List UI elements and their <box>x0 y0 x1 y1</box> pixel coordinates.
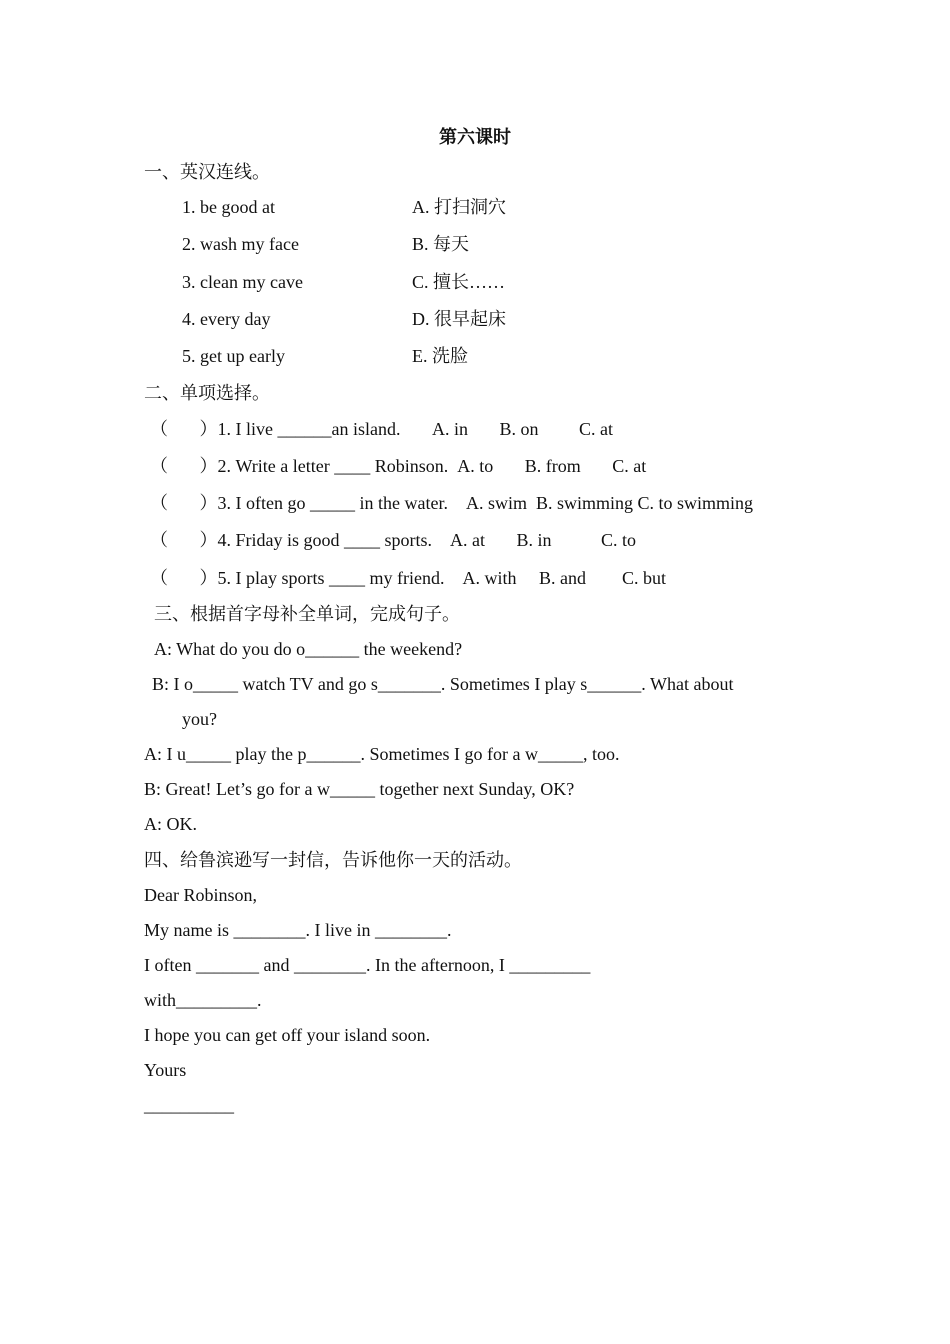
letter-signature-blank: __________ <box>144 1095 234 1115</box>
match-right-5: E. 洗脸 <box>412 346 468 366</box>
letter-line-1: My name is ________. I live in ________. <box>144 920 452 940</box>
match-right-3: C. 擅长…… <box>412 272 506 292</box>
choice-item-1: （ ）1. I live ______an island. A. in B. on C. at <box>150 419 613 439</box>
match-right-2: B. 每天 <box>412 234 470 254</box>
dialogue-line-2-cont: you? <box>182 709 217 729</box>
match-right-1: A. 打扫洞穴 <box>412 197 506 217</box>
dialogue-line-4: B: Great! Let’s go for a w_____ together next Sunday, OK? <box>144 779 575 799</box>
choice-item-3: （ ）3. I often go _____ in the water. A. swim B. swimming C. to swimming <box>150 493 753 513</box>
choice-item-4: （ ）4. Friday is good ____ sports. A. at B. in C. to <box>150 530 637 550</box>
match-left-1: 1. be good at <box>182 197 275 217</box>
letter-line-2: I often _______ and ________. In the afternoon, I _________ <box>144 955 591 975</box>
choice-item-5: （ ）5. I play sports ____ my friend. A. with B. and C. but <box>150 568 666 588</box>
dialogue-line-3: A: I u_____ play the p______. Sometimes I go for a w_____, too. <box>144 744 620 764</box>
section2-heading: 二、单项选择。 <box>144 383 270 403</box>
section1-heading: 一、英汉连线。 <box>144 162 270 182</box>
dialogue-line-1: A: What do you do o______ the weekend? <box>154 639 463 659</box>
section3-heading: 三、根据首字母补全单词，完成句子。 <box>154 604 460 624</box>
section4-heading: 四、给鲁滨逊写一封信，告诉他你一天的活动。 <box>144 850 522 870</box>
match-right-4: D. 很早起床 <box>412 309 506 329</box>
letter-closing: Yours <box>144 1060 187 1080</box>
letter-line-4: I hope you can get off your island soon. <box>144 1025 431 1045</box>
dialogue-line-2: B: I o_____ watch TV and go s_______. Sometimes I play s______. What about <box>152 674 734 694</box>
letter-line-3: with_________. <box>144 990 262 1010</box>
page-title: 第六课时 <box>439 127 511 147</box>
match-left-2: 2. wash my face <box>182 234 299 254</box>
dialogue-line-5: A: OK. <box>144 814 197 834</box>
match-left-3: 3. clean my cave <box>182 272 303 292</box>
match-left-5: 5. get up early <box>182 346 285 366</box>
choice-item-2: （ ）2. Write a letter ____ Robinson. A. to B. from C. at <box>150 456 647 476</box>
match-left-4: 4. every day <box>182 309 271 329</box>
letter-greeting: Dear Robinson, <box>144 885 257 905</box>
